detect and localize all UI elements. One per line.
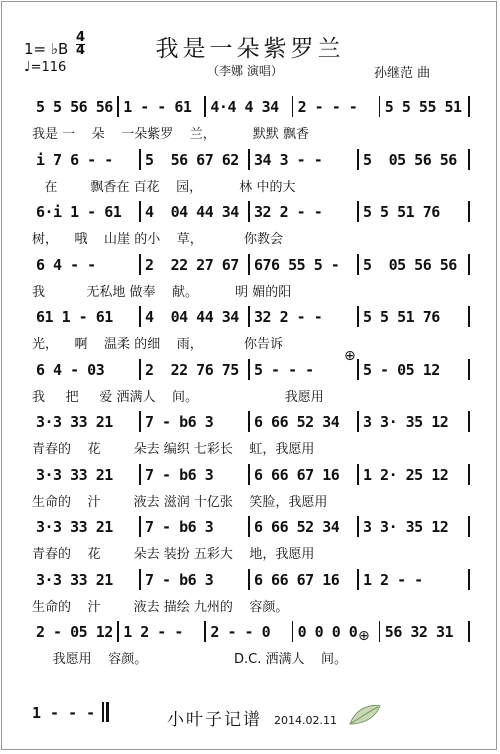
music-line <box>2 98 498 118</box>
lyric-text: 光， 啊 温柔 的细 雨， 你告诉 <box>32 337 284 352</box>
measure: 32 2 - - <box>254 308 323 326</box>
barline <box>357 359 359 380</box>
measure: 5 - 05 12 <box>363 360 440 379</box>
barline <box>248 306 250 327</box>
music-line <box>2 256 498 276</box>
measure: 2 - - - <box>297 98 358 116</box>
barline <box>357 201 359 222</box>
measure: 3·3 33 21 <box>36 465 113 484</box>
music-line <box>2 571 498 591</box>
measure: 5 - - - <box>254 360 314 379</box>
measure: 1 - - 61 <box>123 98 192 116</box>
lyric-text: 我 无私地 做奉 献。 明 媚的阳 <box>32 284 292 300</box>
barline <box>468 306 470 327</box>
measure: 3 3· 35 12 <box>363 413 449 431</box>
barline <box>357 516 359 537</box>
music-line <box>2 623 498 643</box>
measure: 7 - b6 3 <box>145 570 214 589</box>
measure: 676 55 5 - <box>254 255 340 274</box>
barline <box>468 569 470 590</box>
measure: 5 5 51 76 <box>363 203 440 221</box>
measure: 6 4 - - <box>36 255 96 274</box>
barline <box>117 621 119 642</box>
barline <box>468 464 470 485</box>
measure: 6 66 67 16 <box>254 570 340 589</box>
lyric-text: 生命的 汁 液去 描绘 九州的 容颜。 <box>32 599 289 615</box>
barline <box>248 411 250 432</box>
barline <box>357 464 359 485</box>
measure: 2 - - 0 <box>210 623 271 641</box>
measure: 2 22 27 67 <box>145 255 239 274</box>
measure: 6 66 52 34 <box>254 413 340 431</box>
barline <box>139 254 141 275</box>
barline <box>139 149 141 170</box>
barline <box>248 254 250 275</box>
barline <box>468 359 470 380</box>
lyric-line <box>2 543 498 561</box>
measure: i 7 6 - - <box>36 150 113 169</box>
lyric-line <box>2 438 498 456</box>
barline <box>139 569 141 590</box>
barline <box>248 359 250 380</box>
quarter-note-icon: ♩ <box>24 59 31 75</box>
barline <box>379 621 381 642</box>
measure: 5 05 56 56 <box>363 255 457 274</box>
lyric-text: 树， 哦 山崖 的小 草， 你教会 <box>32 232 284 247</box>
barline <box>357 254 359 275</box>
measure: 1 2 - - <box>363 570 423 589</box>
music-line <box>2 151 498 171</box>
barline <box>139 516 141 537</box>
lyric-text: 我是 一 朵 一朵紫罗 兰， 默默 飘香 <box>32 127 310 142</box>
measure: 5 05 56 56 <box>363 150 457 169</box>
barline <box>468 96 470 117</box>
song-title: 我是一朵紫罗兰 <box>155 36 345 62</box>
measure: 56 32 31 <box>384 623 454 641</box>
measure: 3·3 33 21 <box>36 570 113 589</box>
key-signature: 1= ♭B <box>24 40 69 58</box>
meter-bottom: 4 <box>76 43 86 58</box>
measure: 6·i 1 - 61 <box>36 203 122 221</box>
measure: 61 1 - 61 <box>36 308 113 326</box>
barline <box>248 149 250 170</box>
measure: 32 2 - - <box>254 203 323 221</box>
measure: 4·4 4 34 <box>210 98 279 116</box>
measure: 3·3 33 21 <box>36 518 113 536</box>
measure: 5 56 67 62 <box>145 150 239 169</box>
measure: 6 4 - 03 <box>36 360 105 379</box>
lyric-text: 我愿用 容颜。 D.C. 洒满人 间。 <box>32 652 347 667</box>
lyric-line <box>2 491 498 509</box>
lyric-text: 生命的 汁 液去 滋润 十亿张 笑脸，我愿用 <box>32 494 328 510</box>
barline <box>468 149 470 170</box>
barline <box>292 96 294 117</box>
music-line <box>2 413 498 433</box>
measure: 7 - b6 3 <box>145 413 214 431</box>
tempo-value: =116 <box>30 60 67 75</box>
barline <box>248 569 250 590</box>
barline <box>204 96 206 117</box>
measure: 5 5 55 51 <box>384 98 462 116</box>
music-line <box>2 466 498 486</box>
measure: 34 3 - - <box>254 150 323 169</box>
composer: 孙继范 曲 <box>374 66 431 81</box>
barline <box>468 201 470 222</box>
lyric-text: 青春的 花 朵去 装扮 五彩大 地，我愿用 <box>32 547 315 562</box>
music-line <box>2 203 498 223</box>
measure: 5 5 51 76 <box>363 308 440 326</box>
barline <box>117 96 119 117</box>
music-line <box>2 518 498 538</box>
measure: 1 2 - - <box>123 623 183 641</box>
lyric-line <box>2 123 498 141</box>
barline <box>468 254 470 275</box>
lyric-line <box>2 281 498 299</box>
music-line <box>2 308 498 328</box>
lyric-text: 青春的 花 朵去 编织 七彩长 虹，我愿用 <box>32 442 315 457</box>
barline <box>204 621 206 642</box>
lyric-line <box>2 386 498 404</box>
barline <box>248 201 250 222</box>
measure: 7 - b6 3 <box>145 465 214 484</box>
barline <box>139 201 141 222</box>
leaf-icon <box>348 702 382 728</box>
barline <box>357 411 359 432</box>
barline <box>248 464 250 485</box>
measure: 2 - 05 12 <box>36 623 113 641</box>
barline <box>139 359 141 380</box>
measure: 4 04 44 34 <box>145 308 239 326</box>
score-page <box>1 1 497 750</box>
lyric-line <box>2 333 498 351</box>
barline <box>292 621 294 642</box>
lyric-line <box>2 648 498 666</box>
measure: 3 3· 35 12 <box>363 518 449 536</box>
lyric-text: 我 把 爱 洒满人 间。 我愿用 <box>32 389 324 405</box>
lyric-text: 在 飘香在 百花 园， 林 中的大 <box>32 179 296 195</box>
measure: 7 - b6 3 <box>145 518 214 536</box>
barline <box>379 96 381 117</box>
measure: 3·3 33 21 <box>36 413 113 431</box>
coda-icon: ⊕ <box>358 628 370 644</box>
barline <box>468 411 470 432</box>
lyric-line <box>2 596 498 614</box>
barline <box>139 306 141 327</box>
lyric-line <box>2 228 498 246</box>
measure: 6 66 67 16 <box>254 465 340 484</box>
barline <box>468 516 470 537</box>
meter-top: 4 <box>76 30 86 45</box>
barline <box>357 149 359 170</box>
barline <box>357 306 359 327</box>
measure: 2 22 76 75 <box>145 360 239 379</box>
measure: 6 66 52 34 <box>254 518 340 536</box>
singer: （李娜 演唱） <box>207 64 283 78</box>
lyric-line <box>2 176 498 194</box>
barline <box>357 569 359 590</box>
measure: 1 2· 25 12 <box>363 465 449 484</box>
end-barline-thick <box>106 702 109 722</box>
coda-icon: ⊕ <box>344 348 356 364</box>
end-barline <box>102 702 104 722</box>
measure: 0 0 0 0 <box>297 623 358 641</box>
transcriber-signature: 小叶子记谱 <box>167 710 262 730</box>
measure: 4 04 44 34 <box>145 203 239 221</box>
barline <box>468 621 470 642</box>
transcription-date: 2014.02.11 <box>274 714 337 727</box>
barline <box>248 516 250 537</box>
barline <box>139 411 141 432</box>
measure: 5 5 56 56 <box>36 98 113 116</box>
final-measure: 1 - - - <box>32 704 96 722</box>
barline <box>139 464 141 485</box>
music-line <box>2 361 498 381</box>
